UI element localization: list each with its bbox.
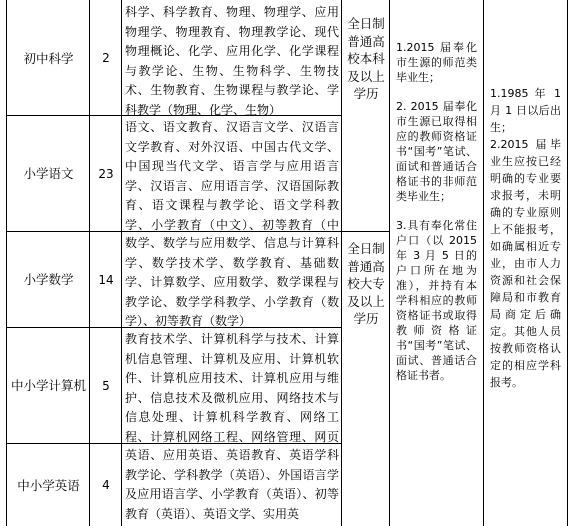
grid-line [341,0,342,526]
note-2: 2.2015 届毕业生应按已经明确的专业要求报考，未明确的专业原则上不能报考，如确属相近专业，由市人力资源和社会保障局和市教育局商定后确定。其他人员按教师资格认定的相应学科报考。 [490,138,561,389]
grid-line [6,231,342,232]
requirement-3: 3.具有奉化常住户口（以 2015 年 3 月 5 日的户口所在地为准），并持有本学科相应的教师资格证书或取得教师资格证书“国考”笔试、面试、普通话合格证书者。 [396,219,477,382]
grid-line [341,231,390,232]
notes-cell [484,85,567,465]
majors-cell: 英语、应用英语、英语教育、英语学科教学论、学科教学（英语）、外国语言学及应用语言学、小学教育（英语）、初等教育（英语）、英语文学、实用英 [125,448,339,521]
grid-line [567,0,568,526]
subject-cell: 初中科学 [23,50,74,66]
grid-line [6,0,7,526]
majors-cell: 教育技术学、计算机科学与技术、计算机信息管理、计算机及应用、计算机软件、计算机应用技术、计算机应用与维护、信息技术及微机应用、网络技术与信息处理、计算机科学教育、网络工程、计算机网络工程、网络管理、网页 [125,332,339,443]
grid-line [389,0,390,526]
subject-cell: 中小学计算机 [11,378,87,393]
grid-line [89,0,90,526]
grid-line [6,327,342,328]
count-cell: 2 [102,51,110,65]
count-cell: 5 [102,378,110,393]
education-cell: 全日制普通高校本科及以上学历 [347,16,385,101]
subject-cell: 小学语文 [23,166,74,181]
grid-line [6,443,342,444]
subject-cell: 中小学英语 [17,477,80,493]
count-cell: 14 [98,272,114,287]
requirement-2: 2. 2015 届奉化市生源已取得相应的教师资格证书“国考”笔试、面试和普通话合格证书的非师范类毕业生； [396,100,477,203]
subject-cell: 小学数学 [23,272,74,287]
note-1: 1.1985 年 1 月 1 日以后出生； [490,87,561,134]
grid-line [121,0,122,526]
count-cell: 23 [98,166,114,181]
requirement-1: 1.2015 届奉化市生源的师范类毕业生； [396,41,477,84]
majors-cell: 数学、数学与应用数学、信息与计算科学、数学技术学、数学教育、基础数学、计算数学、应用数学、数学课程与教学论、数学学科教学、小学教育（数学）、初等教育（数学） [125,236,339,327]
majors-cell: 语文、语文教育、汉语言文学、汉语言文学教育、对外汉语、中国古代文学、中国现当代文学、语言学与应用语言学、汉语言、应用语言学、汉语国际教育、语文课程与教学论、语文学科教学、小学教育（中文）、初等教育（中 [125,120,339,231]
grid-line [6,115,342,116]
requirements-cell [390,40,483,495]
grid-line [483,0,484,526]
education-cell: 全日制普通高校大专及以上学历 [347,241,385,326]
majors-cell: 科学、科学教育、物理、物理学、应用物理学、物理教育、物理教学论、现代物理概论、化学、应用化学、化学课程与教学论、生物、生物科学、生物技术、生物教育、生物课程与教学论、学科教学（物理、化学、生物） [125,5,339,115]
count-cell: 4 [102,478,110,492]
